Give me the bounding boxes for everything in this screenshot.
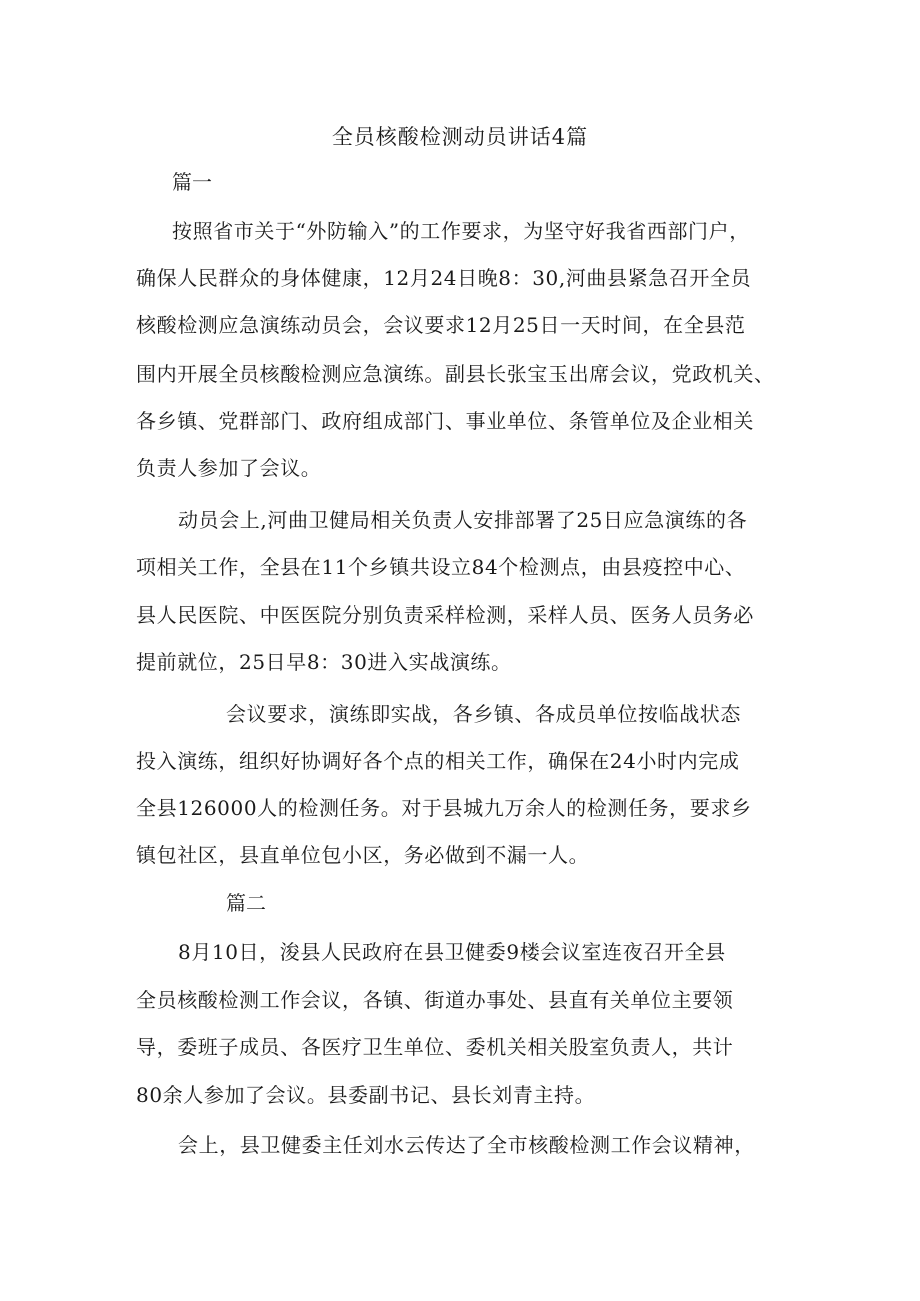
paragraph-line: 投入演练，组织好协调好各个点的相关工作，确保在24小时内完成 bbox=[136, 749, 740, 773]
paragraph-line: 各乡镇、党群部门、政府组成部门、事业单位、条管单位及企业相关 bbox=[136, 409, 754, 433]
paragraph-line: 围内开展全员核酸检测应急演练。副县长张宝玉出席会议，党政机关、 bbox=[136, 362, 775, 386]
paragraph-line: 会上，县卫健委主任刘水云传达了全市核酸检测工作会议精神， bbox=[178, 1133, 755, 1157]
section-heading-2: 篇二 bbox=[226, 891, 266, 915]
paragraph-line: 80余人参加了会议。县委副书记、县长刘青主持。 bbox=[136, 1083, 596, 1107]
paragraph-line: 全县126000人的检测任务。对于县城九万余人的检测任务，要求乡 bbox=[136, 796, 752, 820]
paragraph-line: 提前就位，25日早8：30进入实战演练。 bbox=[136, 650, 512, 674]
paragraph-line: 全员核酸检测工作会议，各镇、街道办事处、县直有关单位主要领 bbox=[136, 988, 734, 1012]
paragraph-line: 动员会上,河曲卫健局相关负责人安排部署了25日应急演练的各 bbox=[178, 508, 748, 532]
paragraph-line: 导，委班子成员、各医疗卫生单位、委机关相关股室负责人，共计 bbox=[136, 1035, 734, 1059]
paragraph-line: 县人民医院、中医医院分别负责采样检测，采样人员、医务人员务必 bbox=[136, 603, 754, 627]
paragraph-line: 8月10日，浚县人民政府在县卫健委9楼会议室连夜召开全县 bbox=[178, 940, 726, 964]
paragraph-line: 确保人民群众的身体健康，12月24日晚8：30,河曲县紧急召开全员 bbox=[136, 266, 752, 290]
paragraph-line: 项相关工作，全县在11个乡镇共设立84个检测点，由县疫控中心、 bbox=[136, 555, 746, 579]
paragraph-line: 按照省市关于“外防输入”的工作要求，为坚守好我省西部门户， bbox=[172, 219, 750, 243]
paragraph-line: 负责人参加了会议。 bbox=[136, 456, 322, 480]
paragraph-line: 会议要求，演练即实战，各乡镇、各成员单位按临战状态 bbox=[226, 702, 741, 726]
paragraph-line: 核酸检测应急演练动员会，会议要求12月25日一天时间，在全县范 bbox=[136, 313, 746, 337]
document-title: 全员核酸检测动员讲话4篇 bbox=[331, 125, 589, 149]
section-heading-1: 篇一 bbox=[172, 170, 212, 194]
paragraph-line: 镇包社区，县直单位包小区，务必做到不漏一人。 bbox=[136, 843, 590, 867]
